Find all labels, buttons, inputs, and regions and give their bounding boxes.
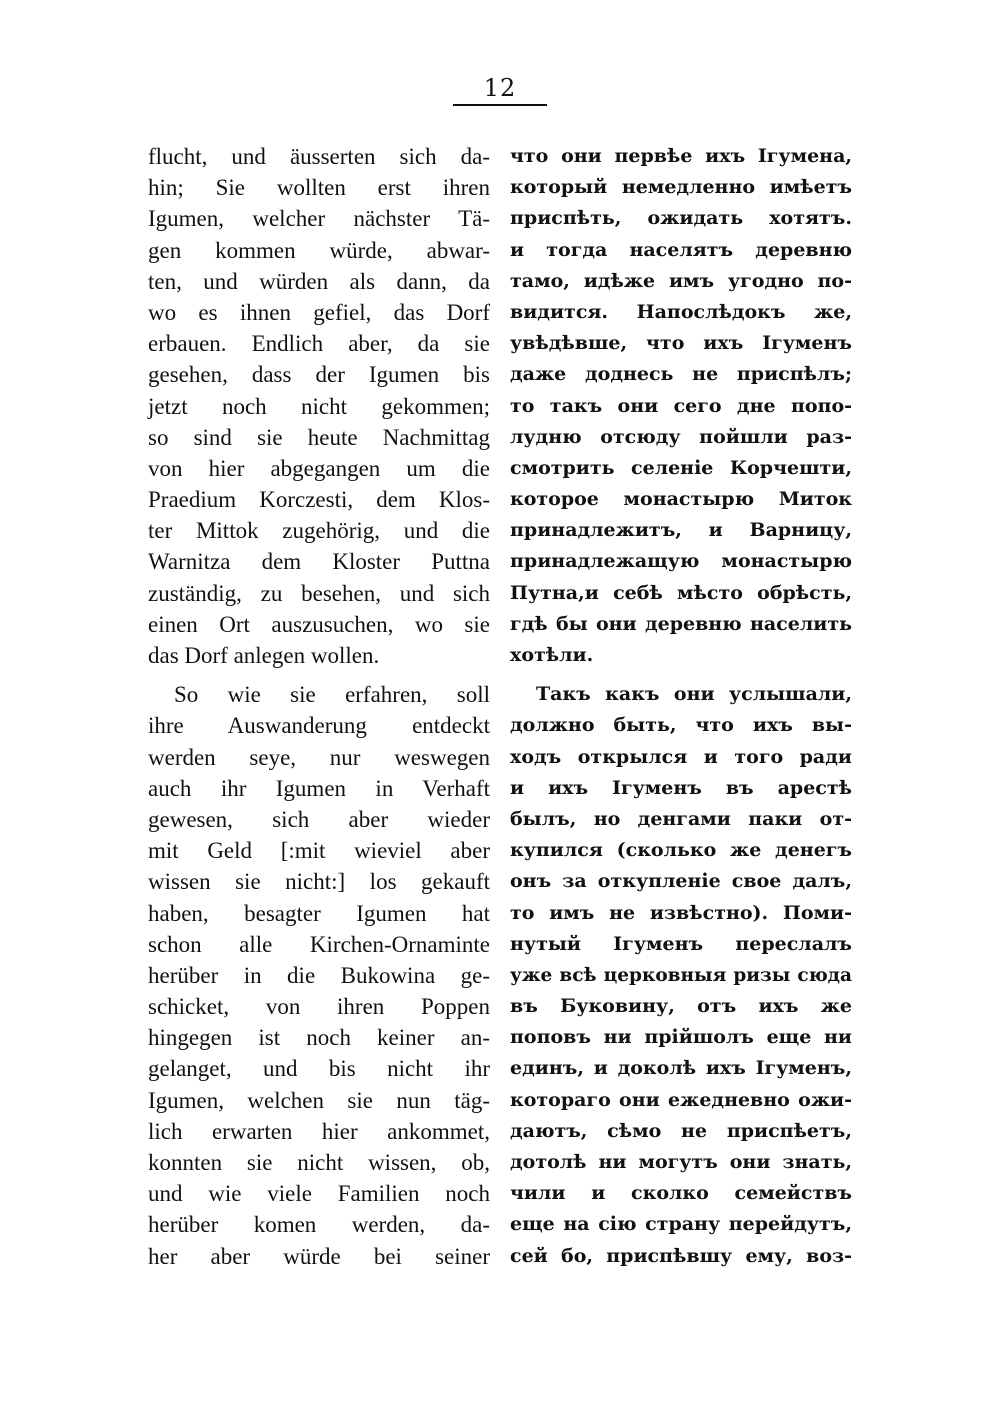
text-line: то имъ не извѣстно). Поми- [510,901,852,924]
text-line: herüber komen werden, da- [148,1212,490,1238]
text-line: ten, und würden als dann, da [148,268,490,294]
text-line: даже доднесь не приспѣлъ; [510,363,852,386]
text-line: тамо, идѣже имъ угодно по- [510,269,852,292]
text-line: чили и сколко семействъ [510,1182,852,1205]
text-line: уже всѣ церковныя ризы сюда [510,964,852,986]
text-line: то такъ они сего дне попо- [510,394,852,417]
text-line: который немедленно имѣетъ [510,176,852,199]
text-line: купился (сколько же денегъ [510,839,852,862]
text-line: und wie viele Familien noch [148,1181,490,1207]
text-line: schicket, von ihren Poppen [148,994,490,1020]
text-line: so sind sie heute Nachmittag [148,424,490,450]
text-line: нутый Ігуменъ переслалъ [510,932,852,955]
text-line: онъ за откупленіе свое далъ, [510,870,852,893]
text-line: hingegen ist noch keiner an- [148,1025,490,1051]
slavonic-column [510,141,852,1272]
text-line: wo es ihnen gefiel, das Dorf [148,299,490,325]
text-line: приспѣть, ожидать хотятъ. [510,207,852,230]
text-line: и ихъ Ігуменъ въ арестѣ [510,776,852,799]
text-line: konnten sie nicht wissen, ob, [148,1150,490,1175]
text-line: поповъ ни прійшолъ еще ни [510,1026,852,1049]
text-line: ходъ открылся и того ради [510,745,852,768]
text-line: werden seye, nur weswegen [148,744,490,770]
text-line: Igumen, welcher nächster Tä- [148,206,490,232]
text-line: das Dorf anlegen wollen. [148,643,380,668]
text-line: должно быть, что ихъ вы- [510,714,852,737]
text-line: еще на сію страну перейдутъ, [510,1213,852,1236]
text-line: jetzt noch nicht gekommen; [148,393,490,419]
text-line: Путна,и себѣ мѣсто обрѣсть, [510,581,852,604]
text-line: смотрить селеніе Корчешти, [510,456,852,479]
text-line: gewesen, sich aber wieder [148,806,490,832]
text-line: ter Mittok zugehörig, und die [148,518,490,544]
text-line: видится. Напослѣдокъ же, [510,300,852,323]
text-line: flucht, und äusserten sich da- [148,144,490,169]
text-line: котораго они ежедневно ожи- [510,1088,852,1111]
text-line: Такъ какъ они услышали, [536,683,852,706]
paragraph-gap [510,671,852,679]
text-line: schon alle Kirchen-Ornaminte [148,931,490,957]
text-line: дотолѣ ни могутъ они знать, [510,1151,852,1173]
text-line: единъ, и доколѣ ихъ Ігуменъ, [510,1057,852,1080]
text-line: принадлежащую монастырю [510,550,852,573]
text-line: гдѣ бы они деревню населить [510,612,852,635]
text-line: Warnitza dem Kloster Puttna [148,549,490,575]
text-line: gen kommen würde, abwar- [148,237,490,263]
text-line: auch ihr Igumen in Verhaft [148,775,490,801]
text-line: wissen sie nicht:] los gekauft [148,869,490,895]
text-line: gesehen, dass der Igumen bis [148,362,490,388]
slavonic-paragraph-2 [510,679,852,1272]
text-line: haben, besagter Igumen hat [148,900,490,926]
text-line: лудню отсюду пойшли раз- [510,425,852,448]
text-line: которое монастырю Миток [510,488,852,511]
text-line: her aber würde bei seiner [148,1243,490,1269]
text-line: ihre Auswanderung entdeckt [148,713,490,739]
text-line: даютъ, сѣмо не приспѣетъ, [510,1119,852,1142]
german-paragraph-1 [148,141,490,671]
text-line: что они первѣе ихъ Ігумена, [510,145,852,167]
text-line: Igumen, welchen sie nun täg- [148,1087,490,1113]
text-line: увѣдѣвше, что ихъ Ігуменъ [510,332,852,355]
text-line: einen Ort auszusuchen, wo sie [148,611,490,637]
text-line: и тогда населятъ деревню [510,238,852,261]
text-line: herüber in die Bukowina ge- [148,962,490,988]
paragraph-gap [148,671,490,679]
text-line: zuständig, zu besehen, und sich [148,580,490,606]
german-column [148,141,490,1272]
text-line: былъ, но денгами паки от- [510,807,852,830]
text-line: mit Geld [:mit wieviel aber [148,838,490,864]
page-number: 12 [483,74,517,102]
text-line: принадлежитъ, и Варницу, [510,519,852,542]
text-line: въ Буковину, отъ ихъ же [510,995,852,1018]
text-line: gelanget, und bis nicht ihr [148,1056,490,1082]
text-line: von hier abgegangen um die [148,455,490,481]
text-line: хотѣли. [510,644,594,666]
text-line: erbauen. Endlich aber, da sie [148,331,490,357]
german-paragraph-2 [148,679,490,1272]
text-line: hin; Sie wollten erst ihren [148,175,490,201]
text-line: lich erwarten hier ankommet, [148,1118,490,1144]
text-line: сей бо, приспѣвшу ему, воз- [510,1244,852,1267]
header-rule [453,104,547,106]
text-line: Praedium Korczesti, dem Klos- [148,487,490,513]
slavonic-paragraph-1 [510,141,852,671]
text-line: So wie sie erfahren, soll [174,682,490,708]
